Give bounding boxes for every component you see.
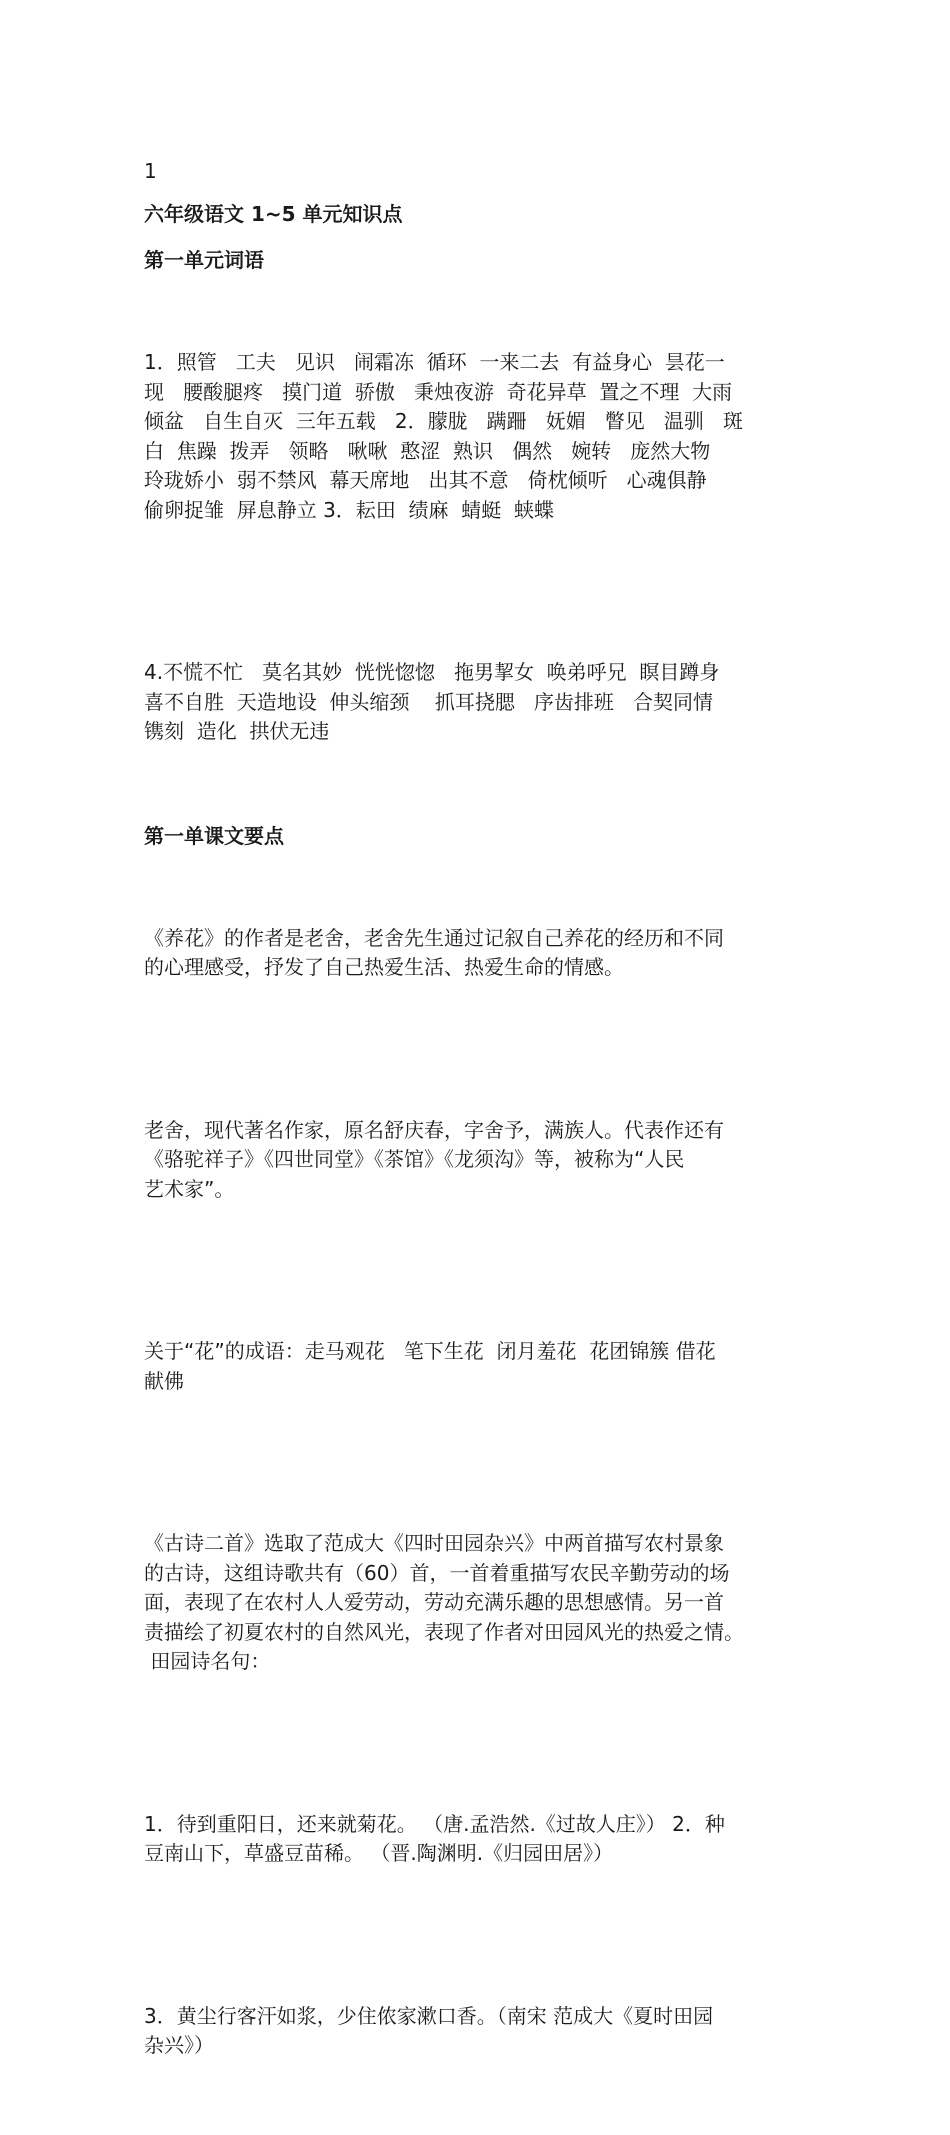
text-line: 3．黄尘行客汗如浆，少住侬家漱口香。（南宋 范成大《夏时田园: [144, 2003, 714, 2028]
text-line: 杂兴》）: [144, 2033, 214, 2057]
text-line: 喜不自胜 天造地设 伸头缩颈 抓耳挠腮 序齿排班 合契同情: [144, 689, 714, 714]
text-line: 面，表现了在农村人人爱劳动，劳动充满乐趣的思想感情。另一首: [144, 1590, 724, 1614]
text-line: 倾盆 自生自灭 三年五载 2．朦胧 蹒跚 妩媚 瞥见 温驯 斑: [144, 409, 743, 433]
key-points-paragraph: [144, 1470, 812, 1736]
text-line: 1．照管 工夫 见识 闹霜冻 循环 一来二去 有益身心 昙花一: [144, 350, 725, 374]
document-body: [144, 199, 812, 2135]
text-line: 责描绘了初夏农村的自然风光，表现了作者对田园风光的热爱之情。: [144, 1619, 744, 1644]
key-points-paragraph: [144, 1943, 812, 2120]
key-points-paragraph: [144, 1057, 812, 1264]
key-points-paragraph: [144, 1278, 812, 1455]
text-line: 镌刻 造化 拱伏无违: [144, 719, 330, 743]
text-line: 现 腰酸腿疼 摸门道 骄傲 秉烛夜游 奇花异草 置之不理 大雨: [144, 379, 733, 404]
vocabulary-paragraph-1: [144, 289, 812, 584]
vocabulary-paragraph-2: [144, 599, 812, 806]
text-line: 艺术家”。: [144, 1176, 235, 1201]
text-line: 的心理感受，抒发了自己热爱生活、热爱生命的情感。: [144, 955, 624, 979]
section-heading-vocabulary: 第一单元词语: [144, 248, 264, 272]
page-number: 1: [144, 159, 157, 183]
text-line: 豆南山下，草盛豆苗稀。 （晋.陶渊明.《归园田居》）: [144, 1841, 614, 1865]
document-title: 六年级语文 1~5 单元知识点: [144, 202, 403, 226]
text-line: 偷卵捉雏 屏息静立 3．耘田 绩麻 蜻蜓 蛱蝶: [144, 497, 554, 522]
text-line: 《古诗二首》选取了范成大《四时田园杂兴》中两首描写农村景象: [144, 1531, 724, 1555]
text-line: 4.不慌不忙 莫名其妙 恍恍惚惚 拖男挈女 唤弟呼兄 瞑目蹲身: [144, 660, 720, 684]
text-line: 老舍，现代著名作家，原名舒庆春，字舍予，满族人。代表作还有: [144, 1117, 724, 1142]
text-line: 《养花》的作者是老舍，老舍先生通过记叙自己养花的经历和不同: [144, 925, 724, 950]
key-points-paragraph: [144, 865, 812, 1042]
text-line: 献佛: [144, 1368, 184, 1393]
text-line: 关于“花”的成语：走马观花 笔下生花 闭月羞花 花团锦簇 借花: [144, 1339, 716, 1363]
text-line: 白 焦躁 拨弄 领略 啾啾 憨涩 熟识 偶然 婉转 庞然大物: [144, 438, 711, 463]
text-line: 1．待到重阳日，还来就菊花。 （唐.孟浩然.《过故人庄》） 2．种: [144, 1811, 725, 1836]
section-heading-key-points: 第一单课文要点: [144, 823, 284, 848]
text-line: 的古诗，这组诗歌共有（60）首，一首着重描写农民辛勤劳动的场: [144, 1560, 730, 1585]
text-line: 田园诗名句：: [144, 1649, 271, 1673]
key-points-paragraph: [144, 1751, 812, 1928]
text-line: 《骆驼祥子》《四世同堂》《茶馆》《龙须沟》等，被称为“人民: [144, 1147, 685, 1171]
text-line: 玲珑娇小 弱不禁风 幕天席地 出其不意 倚枕倾听 心魂俱静: [144, 468, 707, 492]
